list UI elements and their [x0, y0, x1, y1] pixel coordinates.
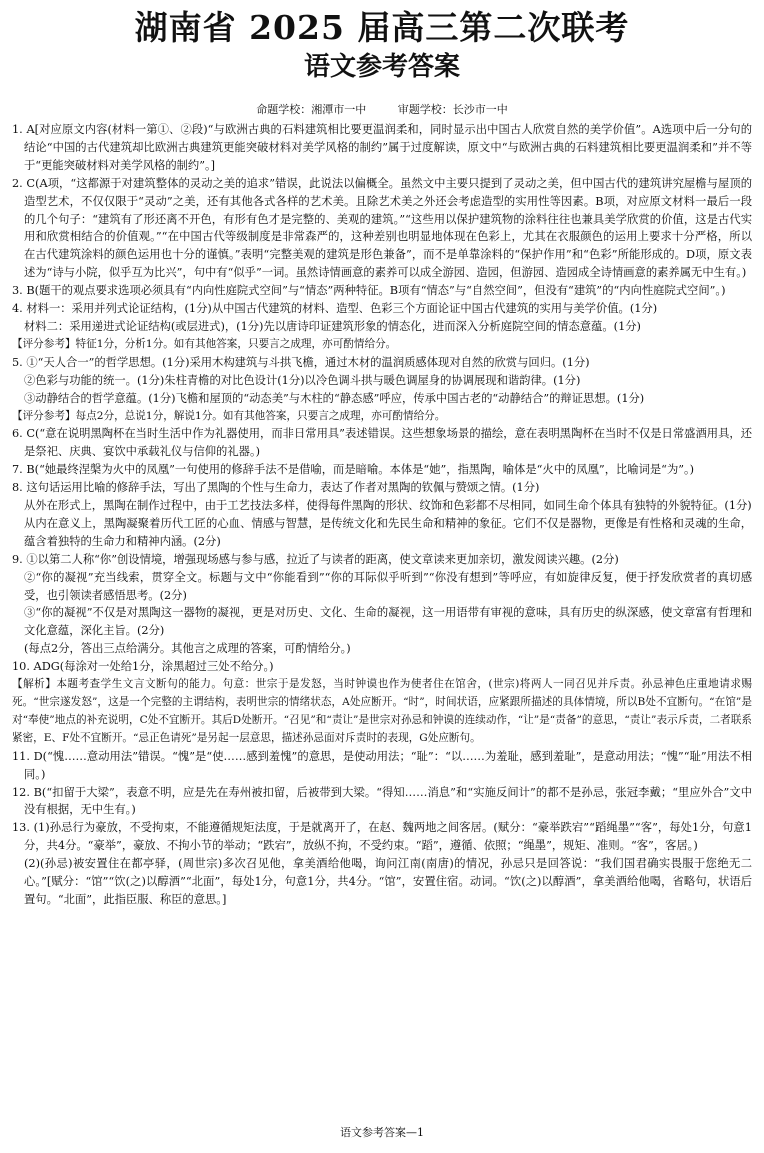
school-credits — [0, 103, 764, 117]
answer-item: 8. 这句话运用比喻的修辞手法，写出了黑陶的个性与生命力，表达了作者对黑陶的钦佩与赞颂之情。(1分) — [12, 481, 540, 495]
answer-key-subtitle: 语文参考答案 — [303, 52, 460, 82]
setter-school: 命题学校：湘潭市一中 — [256, 103, 367, 116]
answer-item: 从外在形式上，黑陶在制作过程中，由于工艺技法多样，使得每件黑陶的形状、纹饰和色彩都不尽相同，如同生命个体具有独特的外貌特征。(1分) — [24, 499, 752, 513]
scoring-note: 【评分参考】每点2分，总说1分，解说1分。如有其他答案，只要言之成理，亦可酌情给分。 — [12, 409, 446, 422]
answer-item: 12. B(“扣留于大梁”，表意不明，应是先在寿州被扣留，后被带到大梁。“得知……消息”和“实施反间计”的都不是孙忌，张冠李戴；“里应外合”文中没有根据，无中生有。) — [12, 785, 752, 817]
answer-item: ②色彩与功能的统一。(1分)朱柱青檐的对比色设计(1分)以冷色调斗拱与暖色调屋身的协调展现和谐韵律。(1分) — [24, 373, 581, 387]
answer-item: 10. ADG(每涂对一处给1分，涂黑超过三处不给分。) — [12, 660, 274, 674]
answer-item: 11. D(“愧……意动用法”错误。“愧”是“使……感到羞愧”的意思，是使动用法；“耻”：“以……为羞耻，感到羞耻”，是意动用法；“愧”“耻”用法不相同。) — [12, 749, 752, 781]
answer-item: 4. 材料一：采用并列式论证结构，(1分)从中国古代建筑的材料、造型、色彩三个方面论证中国古代建筑的实用与美学价值。(1分) — [12, 302, 658, 316]
answer-item: 从内在意义上，黑陶凝聚着历代工匠的心血、情感与智慧，是传统文化和先民生命和精神的象征。它们不仅是器物，更像是有性格和灵魂的生命，蕴含着独特的生命力和精神内涵。(2分) — [24, 516, 752, 548]
answer-item: 2. C(A项，“这都源于对建筑整体的灵动之美的追求”错误，此说法以偏概全。虽然文中主要只提到了灵动之美，但中国古代的建筑讲究屋檐与屋顶的造型艺术，不仅仅限于“灵动”之美，还有其他各式各样的艺术美。且除艺术美之外还会考虑造型的实用性等因素。B项，对应原文材料一最后一段的几个句子：“建筑有了形还离不开色，有形有色才是完整的、美观的建筑。”“这些用以保护建筑物的涂料往往也兼具美学欣赏的价值，这是古代实用和欣赏相结合的价值观。”“在中国古代等级制度是非常森严的，这种差别也明显地体现在色彩上，尤其在衣服颜色的运用上要求十分严格，所以在古代建筑涂料的颜色运用也十分的谨慎。”表明“完整美观的建筑是形色兼备”，而不是单靠涂料的“保护作用”和“色彩”所能形成的。D项，原文表述为“诗与小院，似乎互为比兴”，句中有“似乎”一词。虽然诗情画意的素养可以成全游园、造园，但游园、造园成全诗情画意的素养属无中生有。) — [12, 176, 752, 280]
answer-item: 9. ①以第二人称“你”创设情境，增强现场感与参与感，拉近了与读者的距离，使文章读来更加亲切，激发阅读兴趣。(2分) — [12, 552, 619, 566]
page-footer: 语文参考答案—1 — [340, 1126, 424, 1139]
answer-item: 5. ①“天人合一”的哲学思想。(1分)采用木构建筑与斗拱飞檐，通过木材的温润质感体现对自然的欣赏与回归。(1分) — [12, 355, 590, 369]
answer-item: 3. B(题干的观点要求选项必须具有“内向性庭院式空间”与“情态”两种特征。B项有“情态”与“自然空间”，但没有“建筑”的“内向性庭院式空间”。) — [12, 284, 726, 298]
analysis-note: 【解析】本题考查学生文言文断句的能力。句意：世宗于是发怒，当时钟谟也作为使者住在馆舍，(世宗)将两人一同召见并斥责。孙忌神色庄重地请求赐死。“世宗遂发怒”，这是一个完整的主谓结构，表明世宗的情绪状态，A处应断开。“时”，时间状语，应紧跟所描述的具体情境，所以B处不宜断句。“在馆”是对“奉使”地点的补充说明，C处不宜断开。其后D处断开。“召见”和“责让”是世宗对孙忌和钟谟的连续动作，“让”是“责备”的意思，“责让”表示斥责，二者联系紧密，E、F处不宜断开。“忌正色请死”是另起一层意思，描述孙忌面对斥责时的表现，G处应断句。 — [12, 678, 752, 744]
answer-item: (每点2分，答出三点给满分。其他言之成理的答案，可酌情给分。) — [24, 642, 351, 656]
answer-item: ③动静结合的哲学意蕴。(1分)飞檐和屋顶的“动态美”与木柱的“静态感”呼应，传承中国古老的“动静结合”的辩证思想。(1分) — [24, 391, 645, 405]
review-school: 审题学校：长沙市一中 — [397, 103, 508, 116]
answer-item: 1. A[对应原文内容(材料一第①、②段)“与欧洲古典的石料建筑相比要更温润柔和，同时显示出中国古人欣赏自然的美学价值”。A选项中后一分句的结论“中国的古代建筑却比欧洲古典建筑更能突破材料对美学风格的制约”属于过度解读，原文中“与欧洲古典的石料建筑相比要更温润柔和”并不等于“更能突破材料对美学风格的制约”。] — [12, 123, 752, 172]
answer-item: 13. (1)孙忌行为豪放，不受拘束，不能遵循规矩法度，于是就离开了，在赵、魏两地之间客居。(赋分：“豪举跌宕”“蹈绳墨”“客”，每处1分，句意1分，共4分。“豪举”，豪放、不拘小节的举动；“跌宕”，放纵不拘，不受约束。“蹈”，遵循、依照；“绳墨”，规矩、准则。“客”，客居。) — [12, 821, 752, 853]
answer-item: 7. B(“她最终涅槃为火中的凤凰”一句使用的修辞手法不是借喻，而是暗喻。本体是“她”，指黑陶，喻体是“火中的凤凰”，比喻词是“为”。) — [12, 463, 695, 477]
answer-item: ③“你的凝视”不仅是对黑陶这一器物的凝视，更是对历史、文化、生命的凝视，这一用语带有审视的意味，具有历史的纵深感，使文章富有哲理和文化意蕴，深化主旨。(2分) — [24, 606, 752, 638]
answer-item: (2)(孙忌)被安置住在都亭驿，(周世宗)多次召见他，拿美酒给他喝，询问江南(南唐)的情况，孙忌只是回答说：“我们国君确实畏服于您绝无二心。”[赋分：“馆”“饮(之)以醇酒”“北面”，每处1分，句意1分，共4分。“馆”，安置住宿。动词。“饮(之)以醇酒”，拿美酒给他喝，省略句，状语后置句。“北面”，此指臣服、称臣的意思。] — [24, 857, 752, 906]
answer-item: 材料二：采用递进式论证结构(或层进式)，(1分)先以唐诗印证建筑形象的情态化，进而深入分析庭院空间的情态意蕴。(1分) — [24, 319, 641, 333]
answer-list — [12, 121, 752, 909]
answer-item: ②“你的凝视”充当线索，贯穿全文。标题与文中“你能看到”“你的耳际似乎听到”“你没有想到”等呼应，有如旋律反复，便于抒发欣赏者的真切感受，也引领读者感悟思考。(2分) — [24, 570, 752, 602]
exam-title: 湖南省 2025 届高三第二次联考 — [134, 8, 630, 47]
scoring-note: 【评分参考】特征1分，分析1分。如有其他答案，只要言之成理，亦可酌情给分。 — [12, 337, 397, 350]
answer-item: 6. C(“意在说明黑陶杯在当时生活中作为礼器使用，而非日常用具”表述错误。这些想象场景的描绘，意在表明黑陶杯在当时不仅是日常盛酒用具，还是祭祀、庆典、宴饮中承载礼仪与信仰的礼器。) — [12, 427, 752, 459]
